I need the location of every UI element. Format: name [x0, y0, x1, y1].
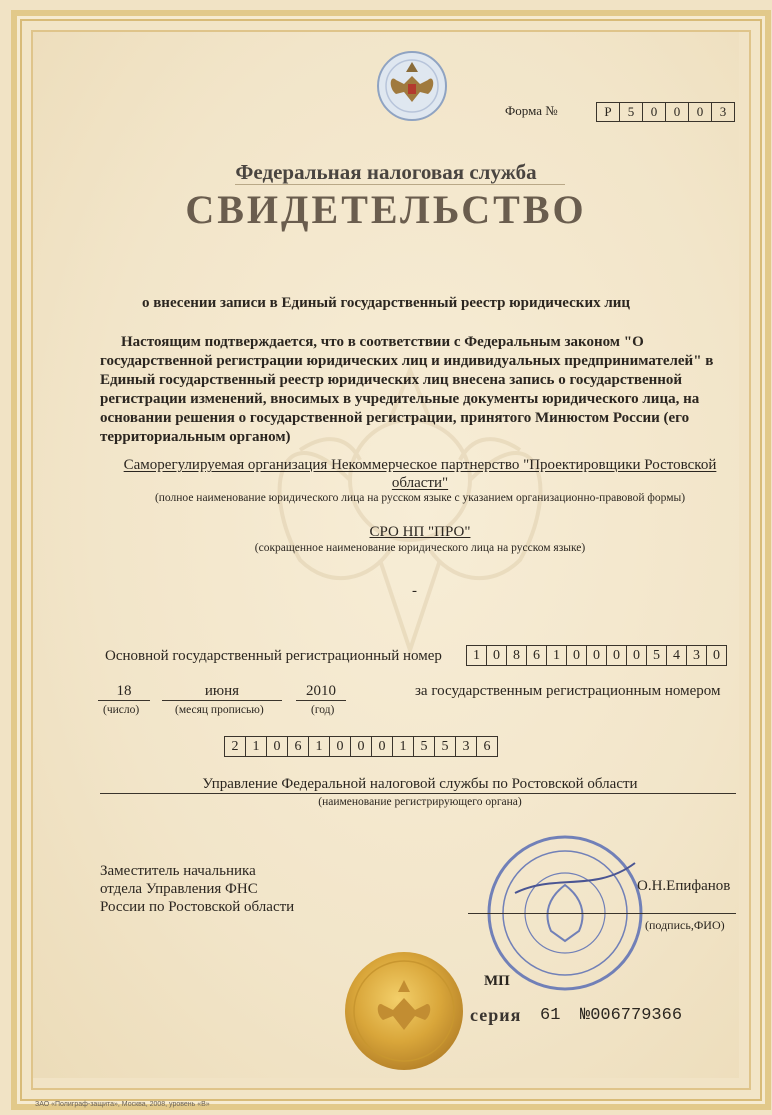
form-digit: 0: [689, 102, 712, 122]
form-digit: 0: [666, 102, 689, 122]
date-month: июня: [162, 683, 282, 701]
ogrn-digit: 0: [587, 645, 607, 666]
date-year-note: (год): [311, 704, 335, 716]
form-digit: Р: [596, 102, 620, 122]
grn-label: за государственным регистрационным номером: [415, 683, 721, 699]
organ-note: (наименование регистрирующего органа): [318, 796, 522, 808]
document-title: СВИДЕТЕЛЬСТВО: [185, 187, 587, 232]
paragraph-text: Настоящим подтверждается, что в соответствии с Федеральным законом "О государственной регистрации юридических лиц и индивидуальных предпринимателей" в Единый государственный реестр юридических лиц внесена запись о государственной регистрации изменений, вносимых в учредительные документы юридического лица, на основании решения о государственной регистрации, принятого Минюстом России (его территориальным органом): [100, 334, 714, 445]
organ-underline: [100, 793, 736, 794]
position-line: Заместитель начальника: [100, 863, 256, 879]
fns-emblem-icon: [376, 48, 448, 126]
grn-digit: 0: [330, 736, 351, 757]
entity-full-name: Саморегулируемая организация Некоммерческое партнерство "Проектировщики Ростовской области": [123, 457, 717, 491]
date-month-note: (месяц прописью): [175, 704, 264, 716]
grn-digit: 0: [372, 736, 393, 757]
grn-digit: 2: [224, 736, 246, 757]
grn-digit: 1: [309, 736, 330, 757]
signature-note: (подпись,ФИО): [645, 918, 725, 932]
ogrn-digit: 0: [707, 645, 727, 666]
full-name-note: (полное наименование юридического лица на русском языке с указанием организационно-правовой формы): [154, 492, 686, 504]
ogrn-digit: 3: [687, 645, 707, 666]
grn-digit: 6: [288, 736, 309, 757]
certification-paragraph: [100, 333, 740, 447]
gold-seal-icon: [343, 950, 465, 1072]
serial-number: №006779366: [580, 1006, 683, 1025]
ogrn-label: Основной государственный регистрационный номер: [105, 648, 442, 664]
ogrn-digit: 6: [527, 645, 547, 666]
ogrn-digit: 0: [567, 645, 587, 666]
grn-digit: 0: [267, 736, 288, 757]
title-divider: [235, 184, 565, 185]
position-line: России по Ростовской области: [100, 899, 295, 915]
grn-digit: 6: [477, 736, 498, 757]
agency-title: Федеральная налоговая служба: [235, 160, 537, 184]
position-line: отдела Управления ФНС: [100, 881, 258, 897]
ogrn-digit: 0: [607, 645, 627, 666]
signer-position: [100, 862, 294, 916]
ogrn-digit: 0: [627, 645, 647, 666]
ogrn-digit: 5: [647, 645, 667, 666]
ogrn-digit: 8: [507, 645, 527, 666]
ogrn-digit: 1: [547, 645, 567, 666]
ogrn-digit: 0: [487, 645, 507, 666]
form-digit: 0: [643, 102, 666, 122]
form-number-label: Форма №: [505, 103, 558, 118]
foreign-name-placeholder: -: [412, 583, 417, 599]
grn-digit: 1: [246, 736, 267, 757]
date-day: 18: [98, 683, 150, 701]
grn-digit: 1: [393, 736, 414, 757]
series-label: серия: [470, 1005, 522, 1025]
document-subtitle: о внесении записи в Единый государственный реестр юридических лиц: [141, 295, 631, 311]
grn-digit: 5: [414, 736, 435, 757]
form-digit: 5: [620, 102, 643, 122]
grn-digit: 0: [351, 736, 372, 757]
series-value: 61: [540, 1006, 561, 1025]
grn-digit: 5: [435, 736, 456, 757]
ogrn-digit: 1: [466, 645, 487, 666]
form-digit: 3: [712, 102, 735, 122]
form-number-boxes: [596, 102, 735, 122]
grn-boxes: [224, 736, 498, 757]
ogrn-boxes: [466, 645, 727, 666]
date-year: 2010: [296, 683, 346, 701]
signer-name: О.Н.Епифанов: [637, 878, 731, 894]
date-day-note: (число): [103, 704, 140, 716]
ogrn-digit: 4: [667, 645, 687, 666]
registering-organ: Управление Федеральной налоговой службы по Ростовской области: [202, 776, 638, 792]
seal-place-label: МП: [484, 973, 510, 989]
signature-line: [468, 913, 736, 914]
entity-short-name: СРО НП "ПРО": [369, 524, 471, 540]
printer-imprint: ЗАО «Полиграф-защита», Москва, 2008, уровень «В»: [35, 1101, 210, 1108]
short-name-note: (сокращенное наименование юридического лица на русском языке): [254, 542, 586, 554]
grn-digit: 3: [456, 736, 477, 757]
